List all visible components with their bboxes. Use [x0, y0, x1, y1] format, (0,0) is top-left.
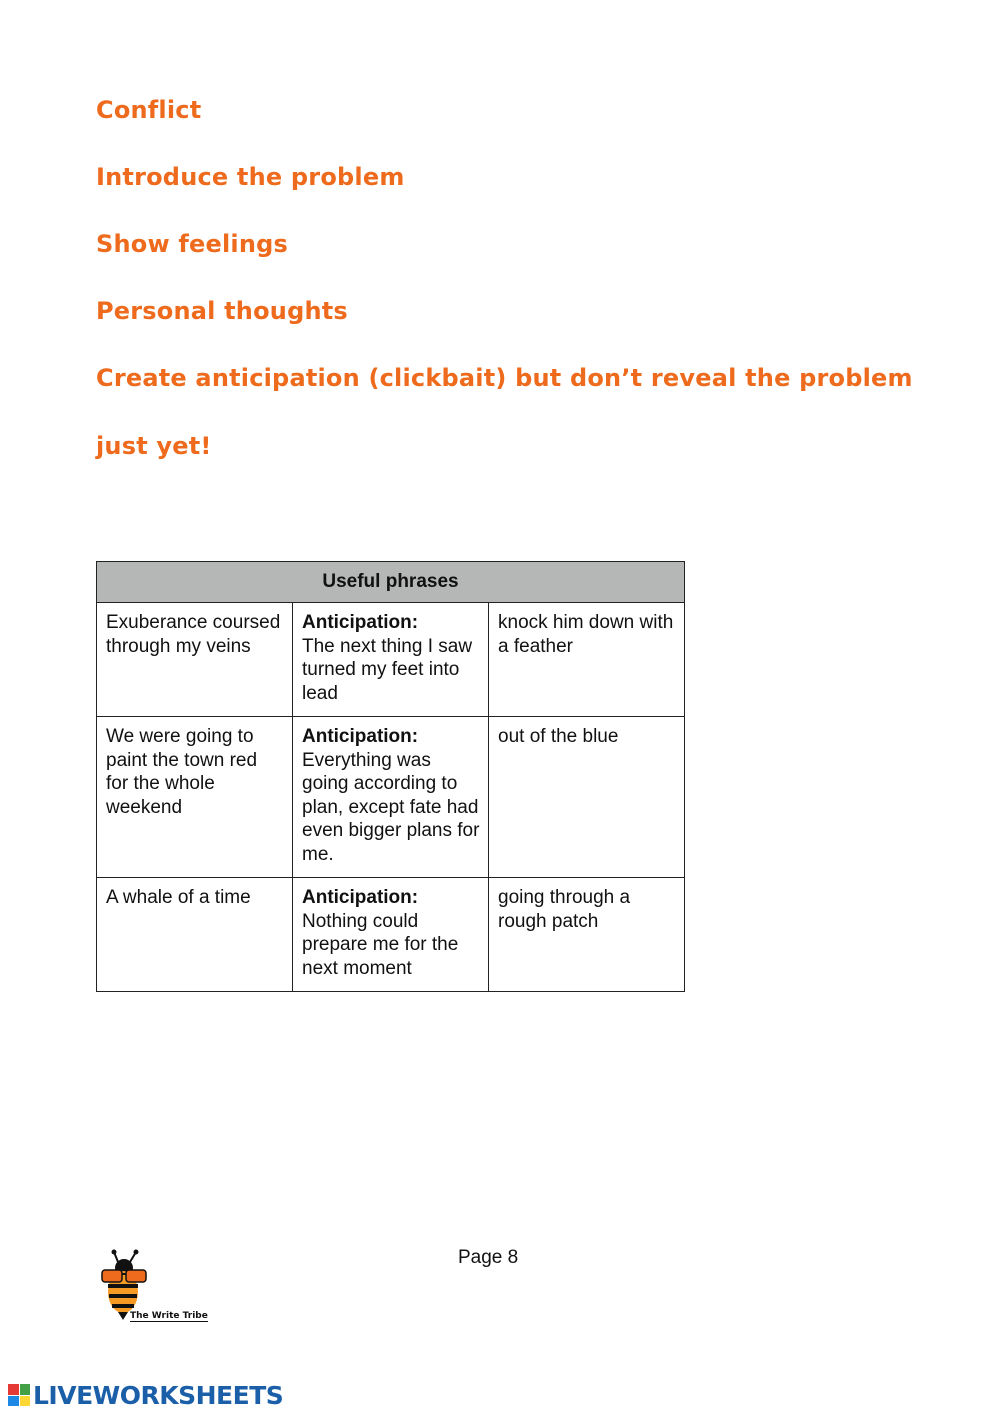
table-row	[97, 603, 685, 717]
cell-text: The next thing I saw turned my feet into lead	[302, 635, 473, 704]
logo-caption: The Write Tribe	[130, 1311, 208, 1321]
table-cell	[293, 717, 489, 878]
heading-introduce-problem: Introduce the problem	[96, 163, 405, 191]
heading-show-feelings: Show feelings	[96, 230, 288, 258]
anticipation-label: Anticipation:	[302, 726, 419, 747]
useful-phrases-table	[96, 561, 685, 992]
table-row	[97, 717, 685, 878]
heading-create-anticipation: Create anticipation (clickbait) but don’t reveal the problem	[96, 364, 913, 392]
brand-text: LIVEWORKSHEETS	[33, 1380, 284, 1410]
table-cell: We were going to paint the town red for the whole weekend	[97, 717, 293, 878]
cell-text: Everything was going according to plan, except fate had even bigger plans for me.	[302, 749, 480, 865]
table-title: Useful phrases	[97, 562, 685, 603]
table-cell	[293, 878, 489, 992]
table-cell: knock him down with a feather	[489, 603, 685, 717]
liveworksheets-brand[interactable]	[8, 1380, 283, 1410]
page-number: Page 8	[458, 1247, 519, 1268]
anticipation-label: Anticipation:	[302, 887, 419, 908]
table-cell: A whale of a time	[97, 878, 293, 992]
table-cell: going through a rough patch	[489, 878, 685, 992]
table-cell: out of the blue	[489, 717, 685, 878]
anticipation-label: Anticipation:	[302, 612, 419, 633]
table-cell: Exuberance coursed through my veins	[97, 603, 293, 717]
table-row	[97, 878, 685, 992]
liveworksheets-logo-icon	[8, 1384, 30, 1406]
heading-just-yet: just yet!	[96, 432, 212, 460]
table-cell	[293, 603, 489, 717]
cell-text: Nothing could prepare me for the next moment	[302, 910, 459, 979]
heading-conflict: Conflict	[96, 96, 202, 124]
heading-personal-thoughts: Personal thoughts	[96, 297, 348, 325]
